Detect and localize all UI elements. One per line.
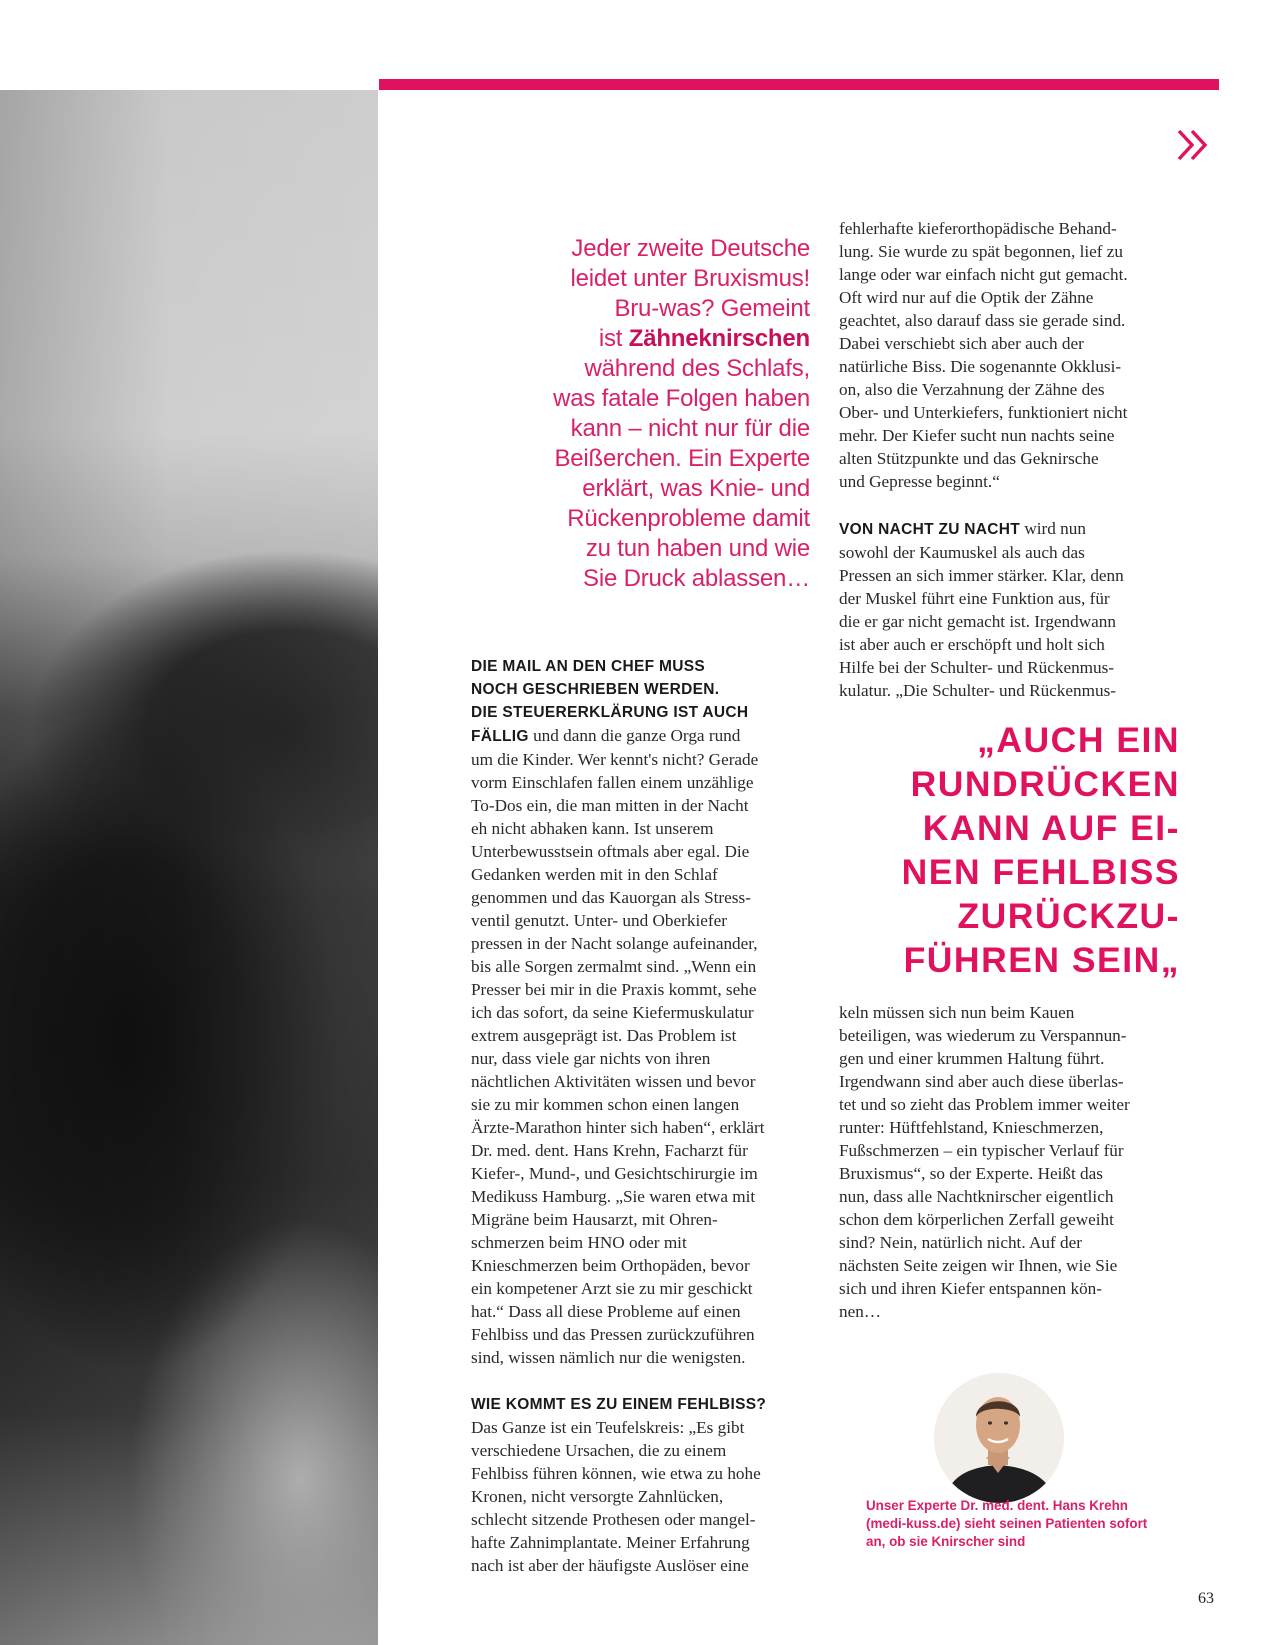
body-line: sich und ihren Kiefer entspannen kön-: [839, 1279, 1102, 1298]
lead-line: Jeder zweite Deutsche: [571, 235, 810, 262]
lead-line: Bru-was? Gemeint: [614, 295, 810, 322]
lead-line: Beißerchen. Ein Experte: [554, 445, 810, 472]
body-line: um die Kinder. Wer kennt's nicht? Gerade: [471, 750, 759, 769]
body-line: nach ist aber der häufigste Auslöser eine: [471, 1556, 749, 1575]
body-line: ist aber auch er erschöpft und holt sich: [839, 635, 1105, 654]
subheading-line: DIE STEUERERKLÄRUNG IST AUCH: [471, 704, 749, 721]
hero-photo: [0, 90, 378, 1645]
subheading-line: NOCH GESCHRIEBEN WERDEN.: [471, 681, 720, 698]
body-paragraph: [471, 748, 811, 1369]
body-line: nur, dass viele gar nichts von ihren: [471, 1049, 711, 1068]
photo-shade: [0, 90, 378, 1645]
body-line: hat.“ Dass all diese Probleme auf einen: [471, 1302, 741, 1321]
subheading: WIE KOMMT ES ZU EINEM FEHLBISS?: [471, 1396, 767, 1413]
body-line: keln müssen sich nun beim Kauen: [839, 1003, 1075, 1022]
body-line: Bruxismus“, so der Experte. Heißt das: [839, 1164, 1103, 1183]
body-line: Dabei verschiebt sich aber auch der: [839, 334, 1084, 353]
body-line: nen…: [839, 1302, 882, 1321]
lead-line: erklärt, was Knie- und: [582, 475, 810, 502]
lead-line: Sie Druck ablassen…: [583, 565, 810, 592]
body-line: nun, dass alle Nachtknirscher eigentlich: [839, 1187, 1114, 1206]
body-line: sind, wissen nämlich nur die wenigsten.: [471, 1348, 746, 1367]
body-line: schon dem körperlichen Zerfall geweiht: [839, 1210, 1114, 1229]
paragraph-gap: [471, 1369, 811, 1393]
body-line: sind? Nein, natürlich nicht. Auf der: [839, 1233, 1082, 1252]
lead-line: kann – nicht nur für die: [570, 415, 810, 442]
article-column-right-top: [839, 217, 1184, 702]
expert-portrait: [934, 1373, 1064, 1503]
body-line: Gedanken werden mit in den Schlaf: [471, 865, 718, 884]
body-line: Ärzte-Marathon hinter sich haben“, erklärt: [471, 1118, 765, 1137]
pull-quote-line: NEN FEHLBISS: [901, 852, 1180, 892]
body-paragraph: [839, 1001, 1184, 1323]
body-line: Fußschmerzen – ein typischer Verlauf für: [839, 1141, 1124, 1160]
pull-quote-line: FÜHREN SEIN„: [903, 940, 1180, 980]
body-line: [839, 517, 1184, 541]
pull-quote-line: KANN AUF EI-: [922, 808, 1180, 848]
photo-caption: [866, 1497, 1166, 1551]
subheading-run-in: FÄLLIG: [471, 728, 529, 745]
caption-line: Unser Experte Dr. med. dent. Hans Krehn: [866, 1498, 1128, 1513]
body-text: und dann die ganze Orga rund: [528, 726, 741, 745]
body-line: Fehlbiss und das Pressen zurückzuführen: [471, 1325, 755, 1344]
body-line: To-Dos ein, die man mitten in der Nacht: [471, 796, 749, 815]
body-text: wird nun: [1020, 519, 1086, 538]
subheading-line: DIE MAIL AN DEN CHEF MUSS: [471, 658, 705, 675]
body-line: gen und einer krummen Haltung führt.: [839, 1049, 1105, 1068]
body-line: fehlerhafte kieferorthopädische Behand-: [839, 219, 1117, 238]
body-line: schlecht sitzende Prothesen oder mangel-: [471, 1510, 756, 1529]
body-line: hafte Zahnimplantate. Meiner Erfahrung: [471, 1533, 750, 1552]
body-line: beteiligen, was wiederum zu Verspannun-: [839, 1026, 1127, 1045]
caption-line: an, ob sie Knirscher sind: [866, 1534, 1026, 1549]
body-line: verschiedene Ursachen, die zu einem: [471, 1441, 727, 1460]
body-line: Unterbewusstsein oftmals aber egal. Die: [471, 842, 750, 861]
lead-line: zu tun haben und wie: [585, 535, 810, 562]
body-line: vorm Einschlafen fallen einem unzählige: [471, 773, 754, 792]
expert-portrait-illustration: [934, 1373, 1064, 1503]
body-line: der Muskel führt eine Funktion aus, für: [839, 589, 1110, 608]
body-paragraph: [839, 217, 1184, 493]
pull-quote-line: „AUCH EIN: [977, 720, 1180, 760]
pull-quote: [850, 718, 1180, 982]
double-chevron-right-icon: [1176, 128, 1210, 162]
paragraph-gap: [839, 493, 1184, 517]
body-line: Hilfe bei der Schulter- und Rückenmus-: [839, 658, 1115, 677]
body-line: Irgendwann sind aber auch diese überlas-: [839, 1072, 1124, 1091]
body-line: Knieschmerzen beim Orthopäden, bevor: [471, 1256, 750, 1275]
body-line: nächtlichen Aktivitäten wissen und bevor: [471, 1072, 756, 1091]
lead-paragraph: [520, 234, 810, 594]
body-line: lange oder war einfach nicht gut gemacht.: [839, 265, 1128, 284]
body-line: Das Ganze ist ein Teufelskreis: „Es gibt: [471, 1418, 745, 1437]
body-line: und Gepresse beginnt.“: [839, 472, 1000, 491]
body-line: mehr. Der Kiefer sucht nun nachts seine: [839, 426, 1115, 445]
body-line: Dr. med. dent. Hans Krehn, Facharzt für: [471, 1141, 748, 1160]
body-line: alten Stützpunkte und das Geknirsche: [839, 449, 1099, 468]
pull-quote-line: RUNDRÜCKEN: [910, 764, 1180, 804]
body-paragraph: [471, 1416, 811, 1577]
body-line: bis alle Sorgen zermalmt sind. „Wenn ein: [471, 957, 757, 976]
body-line: ich das sofort, da seine Kiefermuskulatur: [471, 1003, 754, 1022]
page-number: 63: [1198, 1590, 1214, 1607]
body-line: nächsten Seite zeigen wir Ihnen, wie Sie: [839, 1256, 1118, 1275]
body-line: Ober- und Unterkiefers, funktioniert nicht: [839, 403, 1128, 422]
body-line: runter: Hüftfehlstand, Knieschmerzen,: [839, 1118, 1104, 1137]
body-line: eh nicht abhaken kann. Ist unserem: [471, 819, 714, 838]
body-line: pressen in der Nacht solange aufeinander,: [471, 934, 758, 953]
body-line: Medikuss Hamburg. „Sie waren etwa mit: [471, 1187, 756, 1206]
body-line: Kiefer-, Mund-, und Gesichtschirurgie im: [471, 1164, 758, 1183]
accent-bar: [379, 79, 1219, 90]
body-line: kulatur. „Die Schulter- und Rückenmus-: [839, 681, 1116, 700]
body-line: schmerzen beim HNO oder mit: [471, 1233, 687, 1252]
body-line: Kronen, nicht versorgte Zahnlücken,: [471, 1487, 724, 1506]
body-line: die er gar nicht gemacht ist. Irgendwann: [839, 612, 1116, 631]
body-line: ventil genutzt. Unter- und Oberkiefer: [471, 911, 727, 930]
body-line: Fehlbiss führen können, wie etwa zu hohe: [471, 1464, 761, 1483]
body-line: geachtet, also darauf dass sie gerade sind.: [839, 311, 1126, 330]
body-line: natürliche Biss. Die sogenannte Okklusi-: [839, 357, 1122, 376]
lead-line: was fatale Folgen haben: [553, 385, 810, 412]
article-column-right-bottom: [839, 1001, 1184, 1323]
lead-keyword: Zähneknirschen: [628, 325, 810, 352]
body-line: sie zu mir kommen schon einen langen: [471, 1095, 740, 1114]
body-line: Migräne beim Hausarzt, mit Ohren-: [471, 1210, 718, 1229]
body-line: extrem ausgeprägt ist. Das Problem ist: [471, 1026, 737, 1045]
body-line: tet und so zieht das Problem immer weiter: [839, 1095, 1130, 1114]
pull-quote-line: ZURÜCKZU-: [957, 896, 1180, 936]
lead-line: leidet unter Bruxismus!: [570, 265, 810, 292]
lead-text: ist: [598, 325, 629, 352]
body-line: genommen und das Kauorgan als Stress-: [471, 888, 751, 907]
body-line: on, also die Verzahnung der Zähne des: [839, 380, 1105, 399]
body-line: [471, 724, 811, 748]
article-column-left: [471, 655, 811, 1577]
body-line: Pressen an sich immer stärker. Klar, denn: [839, 566, 1124, 585]
body-line: ein kompetener Arzt sie zu mir geschickt: [471, 1279, 753, 1298]
lead-line: während des Schlafs,: [584, 355, 810, 382]
subheading-run-in: VON NACHT ZU NACHT: [839, 521, 1021, 538]
lead-line: Rückenprobleme damit: [567, 505, 810, 532]
body-paragraph: [839, 541, 1184, 702]
lead-line: [520, 324, 810, 354]
body-line: sowohl der Kaumuskel als auch das: [839, 543, 1085, 562]
body-line: Presser bei mir in die Praxis kommt, sehe: [471, 980, 757, 999]
caption-line: (medi-kuss.de) sieht seinen Patienten sofort: [866, 1516, 1148, 1531]
body-line: lung. Sie wurde zu spät begonnen, lief zu: [839, 242, 1123, 261]
body-line: Oft wird nur auf die Optik der Zähne: [839, 288, 1094, 307]
